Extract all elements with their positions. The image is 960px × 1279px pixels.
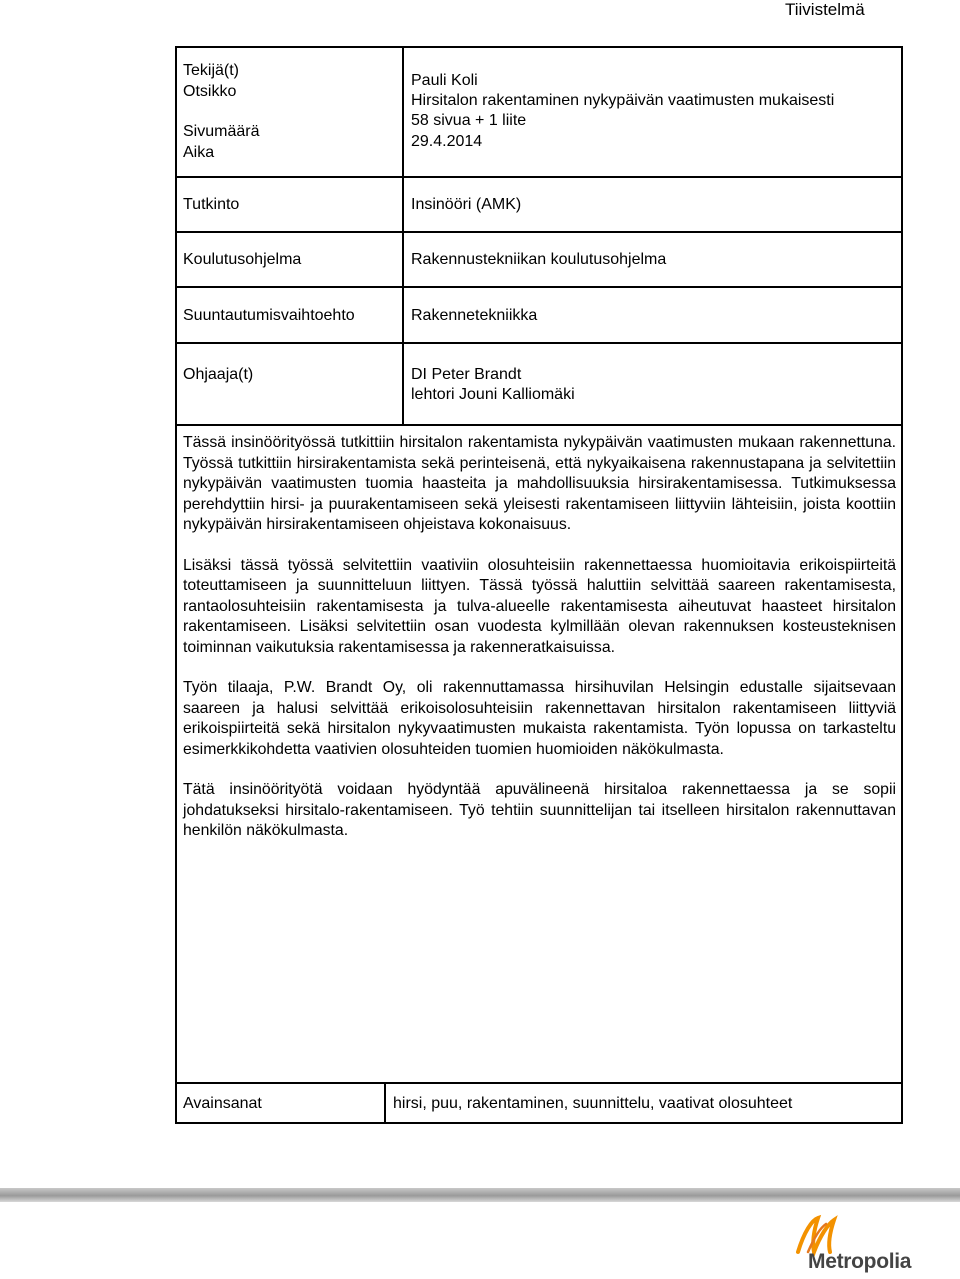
pages-label: Sivumäärä (183, 123, 260, 140)
abstract-paragraph: Tässä insinöörityössä tutkittiin hirsitalon rakentamista nykypäivän vaatimusten mukaan rakennettuna. Työssä tutkittiin hirsirakentamista sekä perinteisenä, että nykyaikaisena rakennustapana ja selvitettiin nykypäivän vaatimusten tuomia haasteita ja mahdollisuuksia hirsirakentamisessa. Tutkimuksessa perehdyttiin hirsi- ja puurakentamiseen sekä yleisesti rakentamiseen liittyviin lähteisiin, joista koottiin nykypäivän hirsirakentamiseen ohjeistava kokonaisuus. (183, 434, 896, 533)
row-divider (175, 1082, 903, 1084)
abstract-body (183, 433, 896, 862)
date-label: Aika (183, 144, 215, 161)
supervisor-2: lehtori Jouni Kalliomäki (411, 386, 575, 403)
title-label: Otsikko (183, 83, 237, 100)
keywords-divider (384, 1082, 386, 1124)
info-column-divider (402, 47, 404, 425)
date-value: 29.4.2014 (411, 133, 483, 150)
degree-label: Tutkinto (183, 196, 240, 213)
option-label: Suuntautumisvaihtoehto (183, 307, 355, 324)
abstract-paragraph: Lisäksi tässä työssä selvitettiin vaativiin olosuhteisiin rakennettaessa huomioitavia erikoispiirteitä toteuttamiseen ja suunnitteluun liittyen. Tässä työssä haluttiin selvittää saareen rakentamisesta, rantaolosuhteisiin rakentamisesta ja tulva-alueelle rakentamisesta aiheutuvat haasteet hirsitalon rakentamiseen. Lisäksi selvitettiin osan vuodesta kylmillään olevan rakennuksen kosteusteknisen toiminnan vaikutuksia rakentamisessa ja rakenneratkaisuissa. (183, 556, 896, 656)
keywords-label: Avainsanat (183, 1095, 262, 1112)
title-value: Hirsitalon rakentaminen nykypäivän vaatimusten mukaisesti (411, 92, 835, 109)
supervisor-label: Ohjaaja(t) (183, 366, 254, 383)
footer-bar (0, 1188, 960, 1202)
row-divider (175, 424, 903, 426)
document-type-title: Tiivistelmä (785, 0, 865, 19)
abstract-paragraph: Työn tilaaja, P.W. Brandt Oy, oli rakennuttamassa hirsihuvilan Helsingin edustalle sijaitsevaan saareen ja halusi selvittää erikoisolosuhteisiin rakennettavan hirsitalon rakentamiseen liittyviä erikoispiirteitä sekä hirsitalon nykyvaatimusten mukaista rakentamista. Työn lopussa on tarkasteltu esimerkkikohdetta vaativien olosuhteiden tuomien huomioiden näkökulmasta. (183, 679, 896, 758)
supervisor-1: DI Peter Brandt (411, 366, 522, 383)
degree-value: Insinööri (AMK) (411, 196, 522, 213)
abstract-paragraph: Tätä insinöörityötä voidaan hyödyntää apuvälineenä hirsitaloa rakennettaessa ja se sopii johdatukseksi hirsitalo-rakentamiseen. Työ tehtiin suunnittelijan tai itselleen hirsitalon rakennuttavan henkilön näkökulmasta. (183, 781, 896, 839)
row-divider (175, 231, 903, 233)
row-divider (175, 286, 903, 288)
pages-value: 58 sivua + 1 liite (411, 112, 527, 129)
author-label: Tekijä(t) (183, 62, 240, 79)
programme-value: Rakennustekniikan koulutusohjelma (411, 251, 667, 268)
programme-label: Koulutusohjelma (183, 251, 302, 268)
author-value: Pauli Koli (411, 72, 478, 89)
logo-text: Metropolia (808, 1250, 912, 1273)
row-divider (175, 176, 903, 178)
keywords-value: hirsi, puu, rakentaminen, suunnittelu, vaativat olosuhteet (393, 1095, 793, 1112)
option-value: Rakennetekniikka (411, 307, 538, 324)
row-divider (175, 342, 903, 344)
